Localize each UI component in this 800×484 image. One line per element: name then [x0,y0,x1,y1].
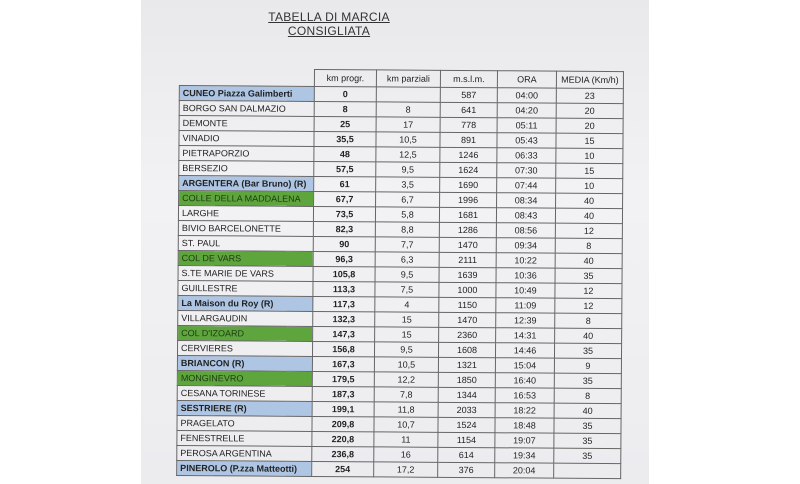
cell-average-speed: 35 [554,433,621,448]
cell-km-progr: 8 [314,101,376,116]
cell-average-speed: 20 [556,103,623,118]
cell-time: 15:04 [495,358,554,373]
cell-km-parziali [376,87,440,102]
table-row [177,460,621,478]
cell-km-progr: 117,3 [313,296,375,311]
cell-location: COL D'IZOARD [178,325,313,341]
cell-altitude: 1850 [438,372,495,387]
cell-km-parziali: 3,5 [376,177,440,192]
cell-time: 04:20 [497,103,556,118]
cell-location: S.TE MARIE DE VARS [178,265,313,281]
cell-location: MONGINEVRO [177,370,312,386]
cell-time: 04:00 [497,88,556,103]
cell-altitude: 641 [440,102,497,117]
cell-km-progr: 25 [314,116,376,131]
cell-time: 07:44 [497,178,556,193]
cell-km-parziali: 12,2 [374,372,438,387]
cell-average-speed: 35 [554,373,621,388]
cell-km-parziali: 17 [376,117,440,132]
cell-time: 16:53 [495,388,554,403]
cell-km-progr: 48 [314,146,376,161]
cell-km-progr: 73,5 [313,206,375,221]
cell-location: BIVIO BARCELONETTE [178,220,313,236]
cell-altitude: 1608 [438,342,495,357]
cell-average-speed: 8 [555,313,622,328]
cell-time: 16:40 [495,373,554,388]
cell-km-progr: 254 [312,461,374,476]
cell-location: CESANA TORINESE [177,385,312,401]
cell-average-speed: 40 [555,328,622,343]
cell-km-progr: 105,8 [313,266,375,281]
cell-altitude: 2111 [439,252,496,267]
cell-km-parziali: 4 [375,297,439,312]
cell-km-parziali: 15 [375,327,439,342]
cell-average-speed: 40 [556,193,623,208]
cell-km-progr: 132,3 [313,311,375,326]
cell-km-parziali: 15 [375,312,439,327]
cell-location: VILLARGAUDIN [178,310,313,326]
header-altitude: m.s.l.m. [440,70,497,87]
cell-average-speed: 35 [554,448,621,463]
cell-time: 08:34 [497,193,556,208]
cell-location: PRAGELATO [177,415,312,431]
cell-time: 18:22 [495,403,554,418]
cell-km-progr: 179,5 [312,371,374,386]
page-title: TABELLA DI MARCIA CONSIGLIATA [268,10,390,38]
cell-km-parziali: 11,8 [374,402,438,417]
header-blank [179,69,314,87]
cell-altitude: 614 [438,447,495,462]
cell-location: DEMONTE [179,116,314,132]
header-time: ORA [497,71,556,88]
cell-average-speed: 15 [556,133,623,148]
cell-km-progr: 147,3 [313,326,375,341]
cell-time: 08:43 [496,208,555,223]
cell-average-speed: 20 [556,118,623,133]
cell-location: PIETRAPORZIO [179,146,314,162]
cell-location: GUILLESTRE [178,280,313,296]
cell-average-speed: 12 [555,223,622,238]
cell-km-progr: 35,5 [314,131,376,146]
cell-location: LARGHE [178,206,313,222]
cell-altitude: 1470 [439,312,496,327]
cell-altitude: 1639 [439,267,496,282]
cell-average-speed: 10 [556,178,623,193]
cell-altitude: 2360 [439,327,496,342]
cell-location: BRIANCON (R) [177,355,312,371]
cell-average-speed: 40 [555,253,622,268]
cell-km-parziali: 10,5 [374,357,438,372]
cell-km-parziali: 8,8 [375,222,439,237]
cell-time: 10:49 [496,283,555,298]
cell-km-progr: 90 [313,236,375,251]
cell-altitude: 376 [438,462,495,477]
cell-altitude: 1286 [439,222,496,237]
cell-location: ST. PAUL [178,235,313,251]
cell-km-progr: 187,3 [312,386,374,401]
cell-km-progr: 96,3 [313,251,375,266]
cell-time: 12:39 [496,313,555,328]
cell-km-progr: 57,5 [314,161,376,176]
cell-altitude: 1681 [439,207,496,222]
cell-km-parziali: 5,8 [375,207,439,222]
cell-altitude: 1524 [438,417,495,432]
cell-time: 14:46 [495,343,554,358]
cell-km-progr: 209,8 [312,416,374,431]
cell-average-speed: 8 [554,388,621,403]
cell-altitude: 1246 [440,147,497,162]
cell-location: COL DE VARS [178,250,313,266]
cell-time: 10:22 [496,253,555,268]
cell-altitude: 587 [440,87,497,102]
cell-location: SESTRIERE (R) [177,400,312,416]
cell-km-progr: 113,3 [313,281,375,296]
cell-average-speed: 15 [556,163,623,178]
cell-average-speed: 40 [554,403,621,418]
cell-location: CUNEO Piazza Galimberti [179,86,314,102]
cell-altitude: 1000 [439,282,496,297]
cell-location: FENESTRELLE [177,430,312,446]
cell-time: 10:36 [496,268,555,283]
cell-km-progr: 167,3 [312,356,374,371]
cell-km-parziali: 7,8 [374,387,438,402]
cell-altitude: 1470 [439,237,496,252]
cell-time: 14:31 [496,328,555,343]
cell-altitude: 1996 [440,192,497,207]
cell-time: 19:34 [495,448,554,463]
cell-km-parziali: 6,7 [376,192,440,207]
table-body [177,86,624,479]
cell-km-parziali: 11 [374,432,438,447]
cell-km-parziali: 6,3 [375,252,439,267]
cell-km-parziali: 8 [376,102,440,117]
cell-average-speed: 23 [556,88,623,103]
cell-km-parziali: 10,7 [374,417,438,432]
cell-location: BORGO SAN DALMAZIO [179,101,314,117]
cell-altitude: 2033 [438,402,495,417]
cell-km-parziali: 9,5 [374,342,438,357]
cell-location: PINEROLO (P.zza Matteotti) [177,460,312,476]
cell-km-parziali: 7,7 [375,237,439,252]
cell-km-parziali: 16 [374,447,438,462]
cell-km-parziali: 17,2 [374,462,438,477]
cell-km-progr: 82,3 [313,221,375,236]
cell-average-speed: 12 [555,283,622,298]
cell-time: 11:09 [496,298,555,313]
cell-altitude: 891 [440,132,497,147]
cell-km-parziali: 7,5 [375,282,439,297]
header-average-speed: MEDIA (Km/h) [556,71,623,88]
cell-km-parziali: 9,5 [375,267,439,282]
cell-average-speed: 10 [556,148,623,163]
cell-km-progr: 236,8 [312,446,374,461]
cell-altitude: 1624 [440,162,497,177]
cell-altitude: 1150 [439,297,496,312]
cell-time: 18:48 [495,418,554,433]
cell-average-speed: 12 [555,298,622,313]
route-table [176,68,624,479]
cell-average-speed: 9 [554,358,621,373]
cell-location: VINADIO [179,131,314,147]
cell-km-parziali: 9,5 [376,162,440,177]
cell-time: 07:30 [497,163,556,178]
cell-altitude: 1344 [438,387,495,402]
cell-km-progr: 0 [314,86,376,101]
header-km-parziali: km parziali [376,70,440,87]
cell-km-progr: 67,7 [314,191,376,206]
cell-altitude: 1154 [438,432,495,447]
cell-time: 05:11 [497,118,556,133]
cell-location: ARGENTERA (Bar Bruno) (R) [179,176,314,192]
cell-average-speed: 35 [554,343,621,358]
cell-location: COLLE DELLA MADDALENA [179,191,314,207]
cell-location: BERSEZIO [179,161,314,177]
cell-location: PEROSA ARGENTINA [177,445,312,461]
cell-km-parziali: 10,5 [376,132,440,147]
cell-average-speed [554,463,621,478]
cell-location: La Maison du Roy (R) [178,295,313,311]
cell-altitude: 778 [440,117,497,132]
cell-average-speed: 35 [555,268,622,283]
header-km-progr: km progr. [314,69,376,86]
cell-km-progr: 156,8 [312,341,374,356]
cell-average-speed: 35 [554,418,621,433]
cell-time: 09:34 [496,238,555,253]
cell-km-parziali: 12,5 [376,147,440,162]
cell-km-progr: 61 [314,176,376,191]
cell-time: 19:07 [495,433,554,448]
cell-average-speed: 8 [555,238,622,253]
cell-altitude: 1321 [438,357,495,372]
cell-time: 20:04 [495,463,554,478]
cell-average-speed: 40 [555,208,622,223]
cell-km-progr: 220,8 [312,431,374,446]
cell-time: 06:33 [497,148,556,163]
cell-km-progr: 199,1 [312,401,374,416]
cell-location: CERVIERES [177,340,312,356]
cell-altitude: 1690 [440,177,497,192]
cell-time: 05:43 [497,133,556,148]
cell-time: 08:56 [496,223,555,238]
